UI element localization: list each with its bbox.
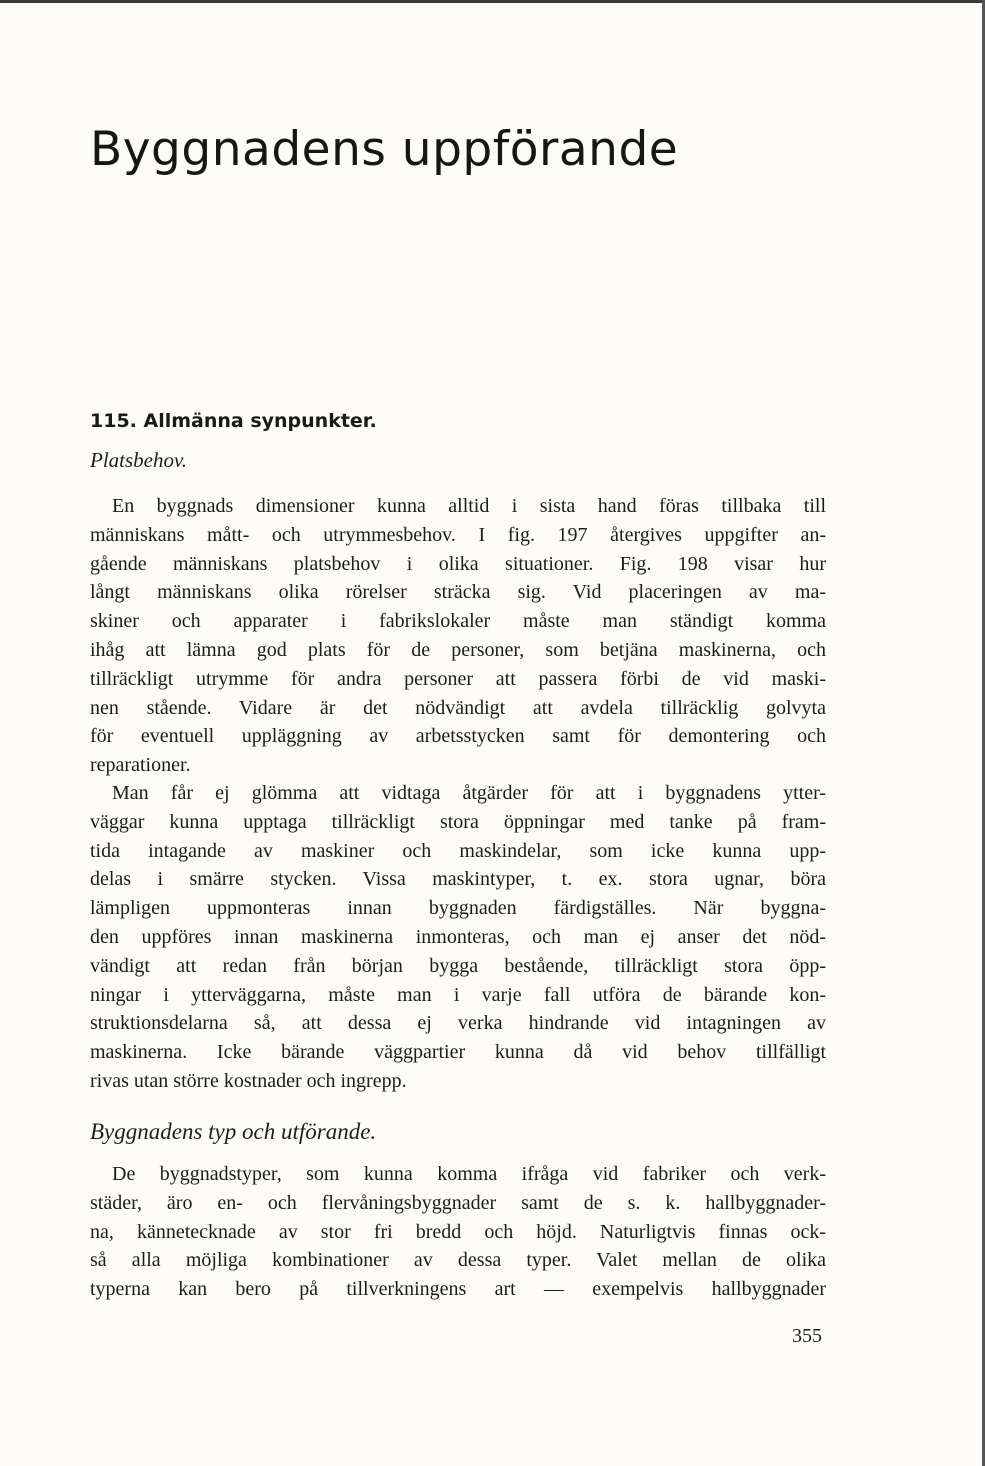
subheading-byggnadens-typ: Byggnadens typ och utförande. (90, 1119, 377, 1144)
text-line: tillräckligt utrymme för andra personer att passera förbi de vid maski- (90, 667, 826, 690)
paragraph-platsbehov (90, 492, 826, 780)
text-line: den uppföres innan maskinerna inmonteras, och man ej anser det nöd- (90, 925, 826, 948)
section-heading: 115. Allmänna synpunkter. (90, 410, 377, 432)
subheading-platsbehov: Platsbehov. (90, 448, 188, 472)
text-line: rivas utan större kostnader och ingrepp. (90, 1069, 407, 1092)
text-line: na, kännetecknade av stor fri bredd och höjd. Naturligtvis finnas ock- (90, 1220, 826, 1243)
text-line: långt människans olika rörelser sträcka sig. Vid placeringen av ma- (90, 581, 826, 604)
page-number: 355 (792, 1325, 822, 1347)
text-line: städer, äro en- och flervåningsbyggnader samt de s. k. hallbyggnader- (90, 1191, 826, 1214)
text-line: väggar kunna upptaga tillräckligt stora öppningar med tanke på fram- (90, 810, 826, 833)
text-line: vändigt att redan från början bygga bestående, tillräckligt stora öpp- (90, 954, 826, 977)
text-line: ihåg att lämna god plats för de personer, som betjäna maskinerna, och (90, 638, 826, 661)
text-line: delas i smärre stycken. Vissa maskintyper, t. ex. stora ugnar, böra (90, 868, 826, 891)
text-line: skiner och apparater i fabrikslokaler måste man ständigt komma (90, 610, 826, 633)
text-line: nen stående. Vidare är det nödvändigt att avdela tillräcklig golvyta (90, 696, 826, 719)
text-line: typerna kan bero på tillverkningens art — exempelvis hallbyggnader (90, 1278, 826, 1301)
text-line: Man får ej glömma att vidtaga åtgärder för att i byggnadens ytter- (112, 782, 826, 804)
chapter-title: Byggnadens uppförande (90, 122, 679, 177)
text-line: gående människans platsbehov i olika situationer. Fig. 198 visar hur (90, 552, 826, 575)
text-line: En byggnads dimensioner kunna alltid i sista hand föras tillbaka till (112, 495, 826, 517)
text-line: människans mått- och utrymmesbehov. I fig. 197 återgives uppgifter an- (90, 523, 826, 546)
paragraph-oppningar (90, 779, 826, 1096)
text-line: för eventuell uppläggning av arbetsstycken samt för demontering och (90, 725, 826, 748)
paragraph-byggnadstyper (90, 1160, 826, 1304)
text-line: maskinerna. Icke bärande väggpartier kunna då vid behov tillfälligt (90, 1041, 826, 1064)
text-line: struktionsdelarna så, att dessa ej verka hindrande vid intagningen av (90, 1012, 826, 1035)
top-edge-rule (0, 0, 985, 3)
text-line: De byggnadstyper, som kunna komma ifråga vid fabriker och verk- (112, 1163, 826, 1185)
text-line: tida intagande av maskiner och maskindelar, som icke kunna upp- (90, 839, 826, 862)
text-line: så alla möjliga kombinationer av dessa typer. Valet mellan de olika (90, 1249, 826, 1272)
text-line: lämpligen uppmonteras innan byggnaden färdigställes. När byggna- (90, 897, 826, 920)
text-line: reparationer. (90, 754, 191, 777)
text-line: ningar i ytterväggarna, måste man i varje fall utföra de bärande kon- (90, 983, 826, 1006)
